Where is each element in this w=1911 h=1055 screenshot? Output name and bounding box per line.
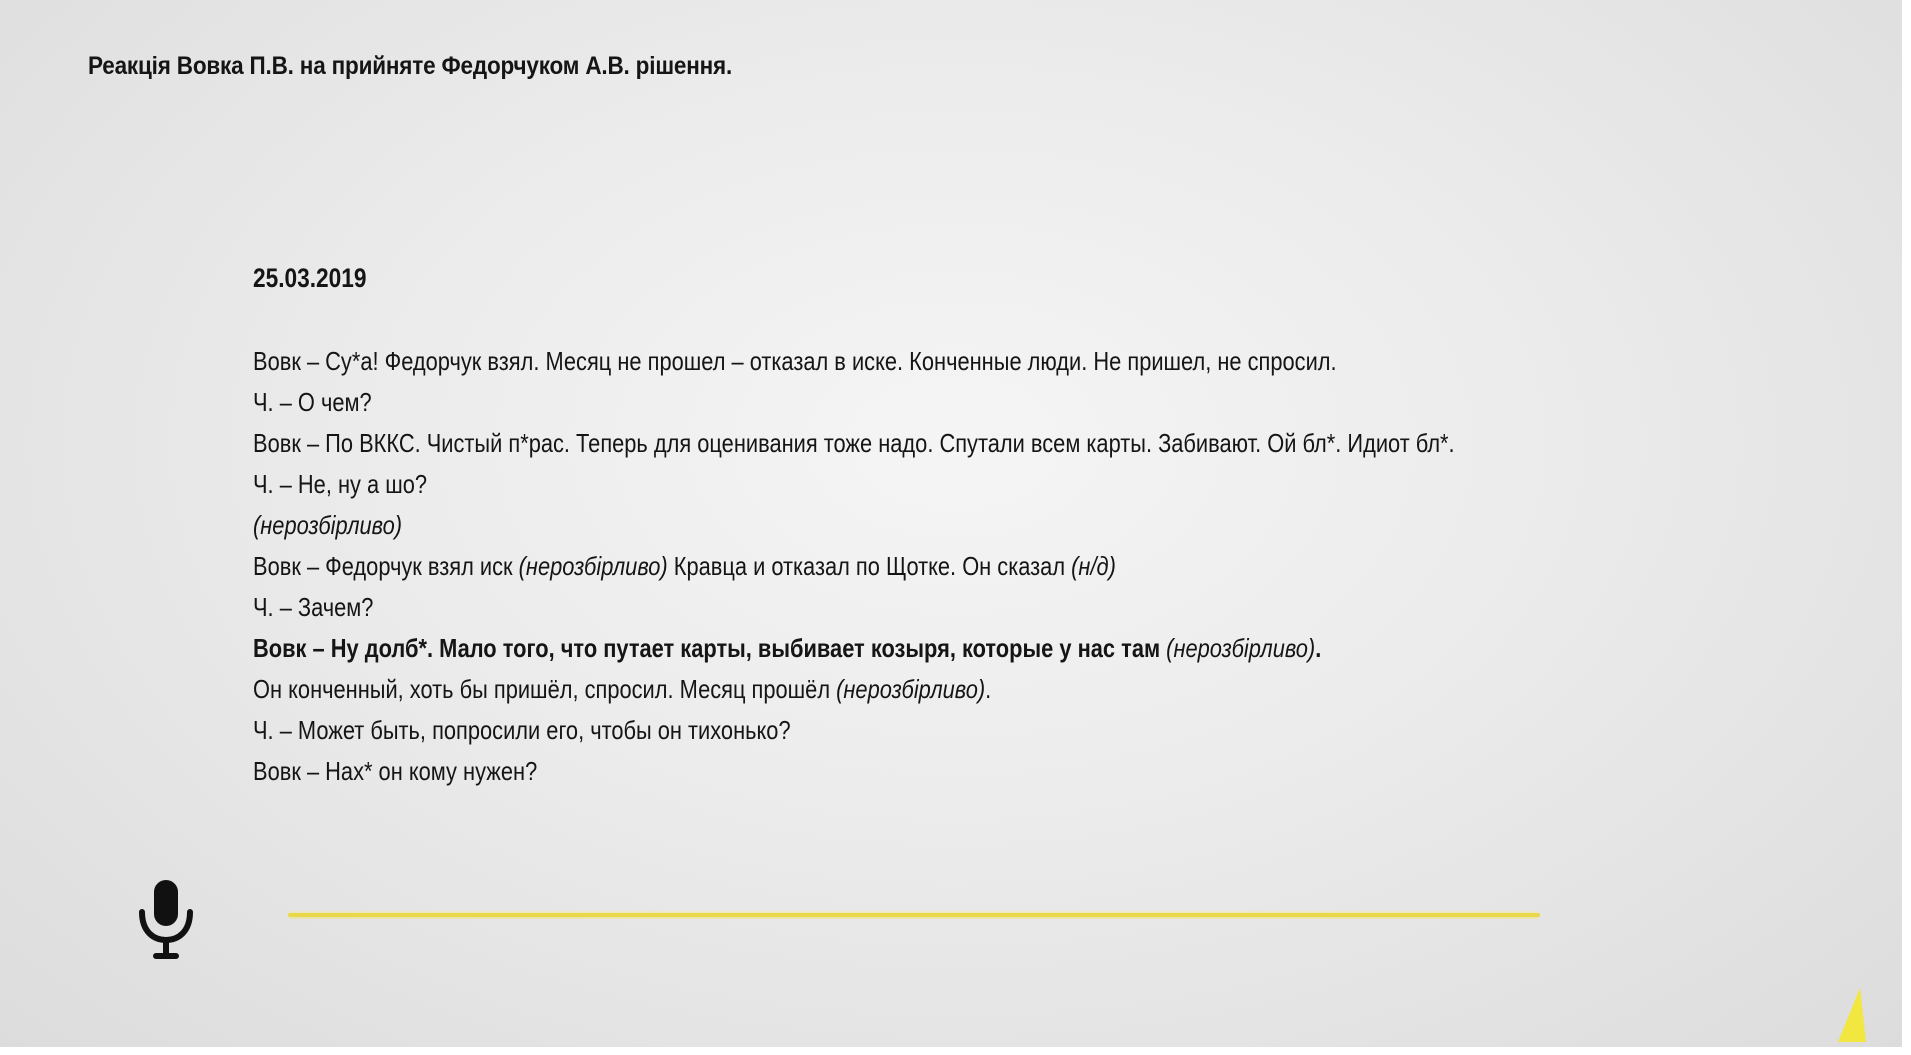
slide-heading: Реакція Вовка П.В. на прийняте Федорчуком А.В. рішення. (88, 52, 733, 80)
transcript-line (253, 669, 1547, 710)
transcript-line (253, 751, 1547, 792)
transcript-note: (нерозбірливо) (253, 510, 403, 540)
transcript-text: . (1315, 633, 1322, 663)
transcript-note: (нерозбірливо) (1166, 633, 1316, 663)
transcript-note: (н/д) (1071, 551, 1116, 581)
transcript-note: (нерозбірливо) (836, 674, 986, 704)
audio-progress-track[interactable] (288, 911, 1540, 919)
transcript-text: Ч. – О чем? (253, 387, 372, 417)
transcript-line (253, 710, 1547, 751)
transcript-text: Ч. – Зачем? (253, 592, 374, 622)
transcript-line (253, 341, 1547, 382)
transcript-date: 25.03.2019 (253, 263, 367, 293)
transcript-text: Вовк – Нах* он кому нужен? (253, 756, 538, 786)
transcript-text: Он конченный, хоть бы пришёл, спросил. Месяц прошёл (253, 674, 837, 704)
yellow-triangle-mark (1838, 988, 1866, 1042)
microphone-icon (136, 878, 196, 962)
transcript-line (253, 546, 1547, 587)
transcript-line (253, 628, 1547, 669)
transcript-text: Ч. – Не, ну а шо? (253, 469, 428, 499)
transcript-block (253, 262, 1547, 792)
transcript-text: Ч. – Может быть, попросили его, чтобы он тихонько? (253, 715, 791, 745)
right-edge-border (1902, 0, 1911, 1055)
transcript-text: Вовк – Федорчук взял иск (253, 551, 519, 581)
transcript-text: Вовк – Ну долб*. Мало того, что путает карты, выбивает козыря, которые у нас там (253, 633, 1167, 663)
transcript-text: Кравца и отказал по Щотке. Он сказал (667, 551, 1072, 581)
bottom-edge-border (0, 1047, 1911, 1055)
transcript-line (253, 464, 1547, 505)
transcript-lines (253, 341, 1547, 792)
transcript-line (253, 382, 1547, 423)
transcript-text: . (985, 674, 992, 704)
transcript-line (253, 423, 1547, 464)
transcript-line (253, 587, 1547, 628)
transcript-text: Вовк – По ВККС. Чистый п*рас. Теперь для оценивания тоже надо. Спутали всем карты. Забивают. Ой бл*. Идиот бл*. (253, 428, 1455, 458)
transcript-text: Вовк – Су*а! Федорчук взял. Месяц не прошел – отказал в иске. Конченные люди. Не пришел, не спросил. (253, 346, 1337, 376)
transcript-line (253, 505, 1547, 546)
transcript-note: (нерозбірливо) (518, 551, 668, 581)
audio-progress-fill (288, 913, 1540, 917)
